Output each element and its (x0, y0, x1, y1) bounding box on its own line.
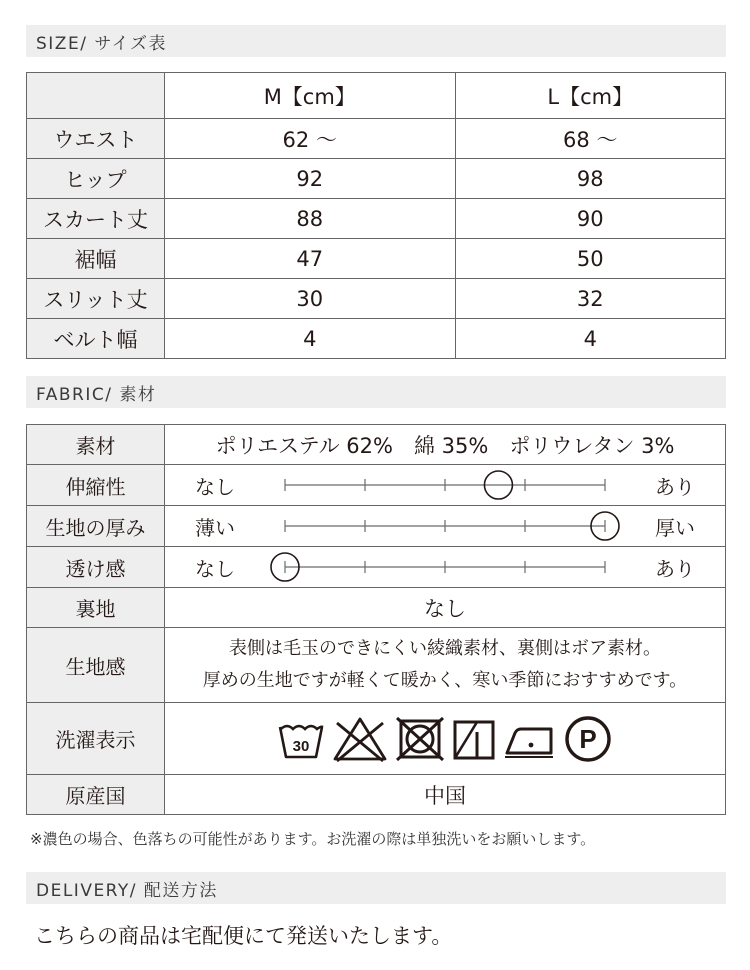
size-row-label: 裾幅 (27, 239, 165, 279)
lining-value: なし (165, 588, 726, 628)
size-table (26, 72, 726, 359)
thickness-scale-track (255, 508, 635, 544)
scale-label: 伸縮性 (27, 465, 165, 506)
origin-label: 原産国 (27, 775, 165, 815)
size-l-value: 50 (455, 239, 725, 279)
lining-row (27, 588, 726, 628)
sheer-row (27, 547, 726, 588)
size-row-label: スカート丈 (27, 199, 165, 239)
size-row (27, 319, 726, 359)
size-l-value: 4 (455, 319, 725, 359)
sheer-scale-track (255, 549, 635, 585)
washing-note: ※濃色の場合、色落ちの可能性があります。お洗濯の際は単独洗いをお願いします。 (30, 830, 596, 848)
size-row-label: ウエスト (27, 119, 165, 159)
care-row (27, 703, 726, 775)
stretch-row (27, 465, 726, 506)
fabric-section-title: FABRIC/ 素材 (26, 376, 726, 408)
feel-line: 厚めの生地ですが軽くて暖かく、寒い季節におすすめです。 (202, 670, 688, 691)
size-l-value: 32 (455, 279, 725, 319)
size-row-label: ヒップ (27, 159, 165, 199)
size-m-value: 4 (165, 319, 456, 359)
size-m-value: 30 (165, 279, 456, 319)
origin-row (27, 775, 726, 815)
size-row (27, 199, 726, 239)
size-section-title: SIZE/ サイズ表 (26, 25, 726, 57)
no-tumble-dry-icon (395, 716, 445, 762)
scale-left-label: なし (195, 474, 235, 499)
thickness-row (27, 506, 726, 547)
dry-clean-letter: P (579, 723, 597, 754)
fabric-table (26, 424, 726, 815)
feel-value (165, 628, 726, 703)
stretch-scale (165, 465, 726, 506)
size-row (27, 159, 726, 199)
origin-value: 中国 (165, 775, 726, 815)
care-icons (165, 703, 726, 775)
feel-line: 表側は毛玉のできにくい綾織素材、裏側はボア素材。 (229, 638, 661, 659)
wash-temp-label: 30 (292, 737, 310, 755)
size-m-value: 88 (165, 199, 456, 239)
scale-right-label: 厚い (655, 515, 695, 540)
size-row (27, 119, 726, 159)
scale-label: 生地の厚み (27, 506, 165, 547)
no-bleach-icon (331, 715, 389, 763)
feel-row (27, 628, 726, 703)
material-value: ポリエステル 62% 綿 35% ポリウレタン 3% (165, 425, 726, 465)
care-label: 洗濯表示 (27, 703, 165, 775)
size-header-l: L【cm】 (455, 73, 725, 119)
size-l-value: 98 (455, 159, 725, 199)
size-header-row (27, 73, 726, 119)
scale-label: 透け感 (27, 547, 165, 588)
sheer-scale (165, 547, 726, 588)
size-m-value: 92 (165, 159, 456, 199)
dry-clean-p-icon (563, 714, 613, 764)
delivery-section-title: DELIVERY/ 配送方法 (26, 872, 726, 904)
size-l-value: 68 〜 (455, 119, 725, 159)
iron-low-icon (503, 719, 557, 759)
size-m-value: 62 〜 (165, 119, 456, 159)
scale-right-label: あり (655, 556, 695, 581)
size-header-blank (27, 73, 165, 119)
size-row-label: ベルト幅 (27, 319, 165, 359)
size-row (27, 279, 726, 319)
scale-left-label: 薄い (195, 515, 235, 540)
scale-left-label: なし (195, 556, 235, 581)
scale-right-label: あり (655, 474, 695, 499)
size-l-value: 90 (455, 199, 725, 239)
thickness-scale (165, 506, 726, 547)
size-row-label: スリット丈 (27, 279, 165, 319)
size-row (27, 239, 726, 279)
wash-30-icon (277, 717, 325, 761)
delivery-text: こちらの商品は宅配便にて発送いたします。 (34, 924, 453, 948)
size-header-m: M【cm】 (165, 73, 456, 119)
material-row (27, 425, 726, 465)
stretch-scale-track (255, 467, 635, 503)
lining-label: 裏地 (27, 588, 165, 628)
feel-label: 生地感 (27, 628, 165, 703)
size-m-value: 47 (165, 239, 456, 279)
material-label: 素材 (27, 425, 165, 465)
line-dry-icon (451, 717, 497, 761)
